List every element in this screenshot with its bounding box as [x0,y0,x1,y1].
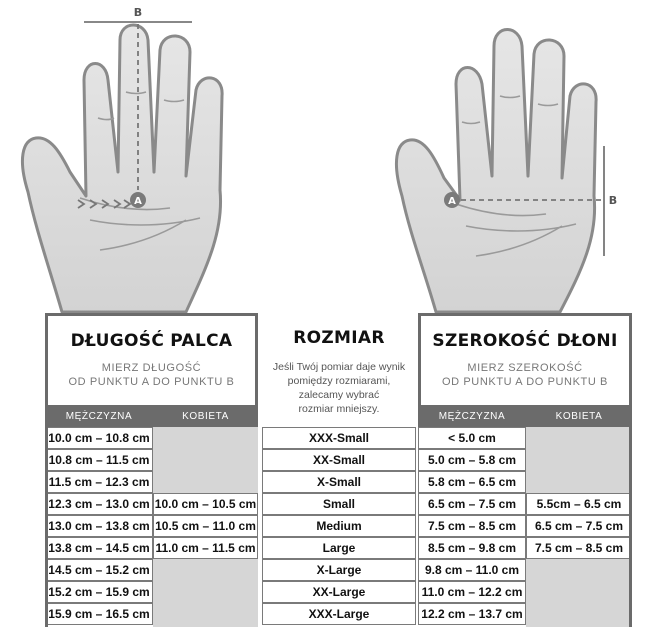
palm-width-title: SZEROKOŚĆ DŁONI [432,331,618,351]
size-title: ROZMIAR [293,328,385,348]
size-cell: XXX-Large [262,603,416,625]
finger-length-women-cell: 10.0 cm – 10.5 cm [153,493,258,515]
palm-width-men-cell: 5.0 cm – 5.8 cm [418,449,526,471]
women-palm-empty-bottom [526,559,632,627]
finger-length-men-cell: 14.5 cm – 15.2 cm [45,559,153,581]
size-cell: X-Large [262,559,416,581]
palm-width-men-cell: 6.5 cm – 7.5 cm [418,493,526,515]
palm-width-men-cell: 11.0 cm – 12.2 cm [418,581,526,603]
finger-length-men-cell: 10.0 cm – 10.8 cm [45,427,153,449]
palm-width-men-cell: < 5.0 cm [418,427,526,449]
finger-length-men-cell: 13.8 cm – 14.5 cm [45,537,153,559]
palm-width-men-cell: 5.8 cm – 6.5 cm [418,471,526,493]
women-palm-empty-top [526,427,632,493]
finger-length-women-cell: 10.5 cm – 11.0 cm [153,515,258,537]
palm-width-women-cell: 5.5cm – 6.5 cm [526,493,632,515]
finger-length-panel [45,313,258,405]
finger-length-women-cell: 11.0 cm – 11.5 cm [153,537,258,559]
palm-width-men-header: MĘŻCZYZNA [418,405,526,427]
size-cell: XX-Large [262,581,416,603]
palm-width-instructions: MIERZ SZEROKOŚĆ OD PUNKTU A DO PUNKTU B [442,362,608,388]
palm-width-women-header: KOBIETA [526,405,632,427]
finger-length-title: DŁUGOŚĆ PALCA [70,331,233,351]
finger-length-men-cell: 13.0 cm – 13.8 cm [45,515,153,537]
size-cell: XX-Small [262,449,416,471]
finger-length-men-cell: 15.9 cm – 16.5 cm [45,603,153,625]
size-cell: XXX-Small [262,427,416,449]
size-note: Jeśli Twój pomiar daje wynik pomiędzy rozmiarami, zalecamy wybrać rozmiar mniejszy. [272,361,406,415]
left-hand-illustration [22,25,222,312]
palm-width-panel [418,313,632,405]
palm-width-women-cell: 7.5 cm – 8.5 cm [526,537,632,559]
finger-length-men-cell: 11.5 cm – 12.3 cm [45,471,153,493]
hand-diagrams [0,0,657,320]
finger-length-instructions: MIERZ DŁUGOŚĆ OD PUNKTU A DO PUNKTU B [68,362,235,388]
palm-width-men-cell: 8.5 cm – 9.8 cm [418,537,526,559]
palm-width-men-cell: 7.5 cm – 8.5 cm [418,515,526,537]
finger-length-men-cell: 10.8 cm – 11.5 cm [45,449,153,471]
size-cell: Small [262,493,416,515]
size-cell: X-Small [262,471,416,493]
size-cell: Medium [262,515,416,537]
size-panel [262,313,416,415]
right-hand-illustration [396,30,596,313]
women-finger-empty-bottom [153,559,258,627]
women-finger-empty-top [153,427,258,493]
finger-length-men-header: MĘŻCZYZNA [45,405,153,427]
right-point-a-label: A [448,196,456,207]
right-point-b-label: B [608,194,618,207]
finger-length-men-cell: 12.3 cm – 13.0 cm [45,493,153,515]
palm-width-men-cell: 9.8 cm – 11.0 cm [418,559,526,581]
palm-width-women-cell: 6.5 cm – 7.5 cm [526,515,632,537]
left-point-a-label: A [134,196,142,207]
left-point-b-label: B [133,6,143,19]
table-left-border [45,405,48,627]
finger-length-men-cell: 15.2 cm – 15.9 cm [45,581,153,603]
palm-width-men-cell: 12.2 cm – 13.7 cm [418,603,526,625]
table-right-border [629,405,632,627]
size-cell: Large [262,537,416,559]
finger-length-women-header: KOBIETA [153,405,258,427]
